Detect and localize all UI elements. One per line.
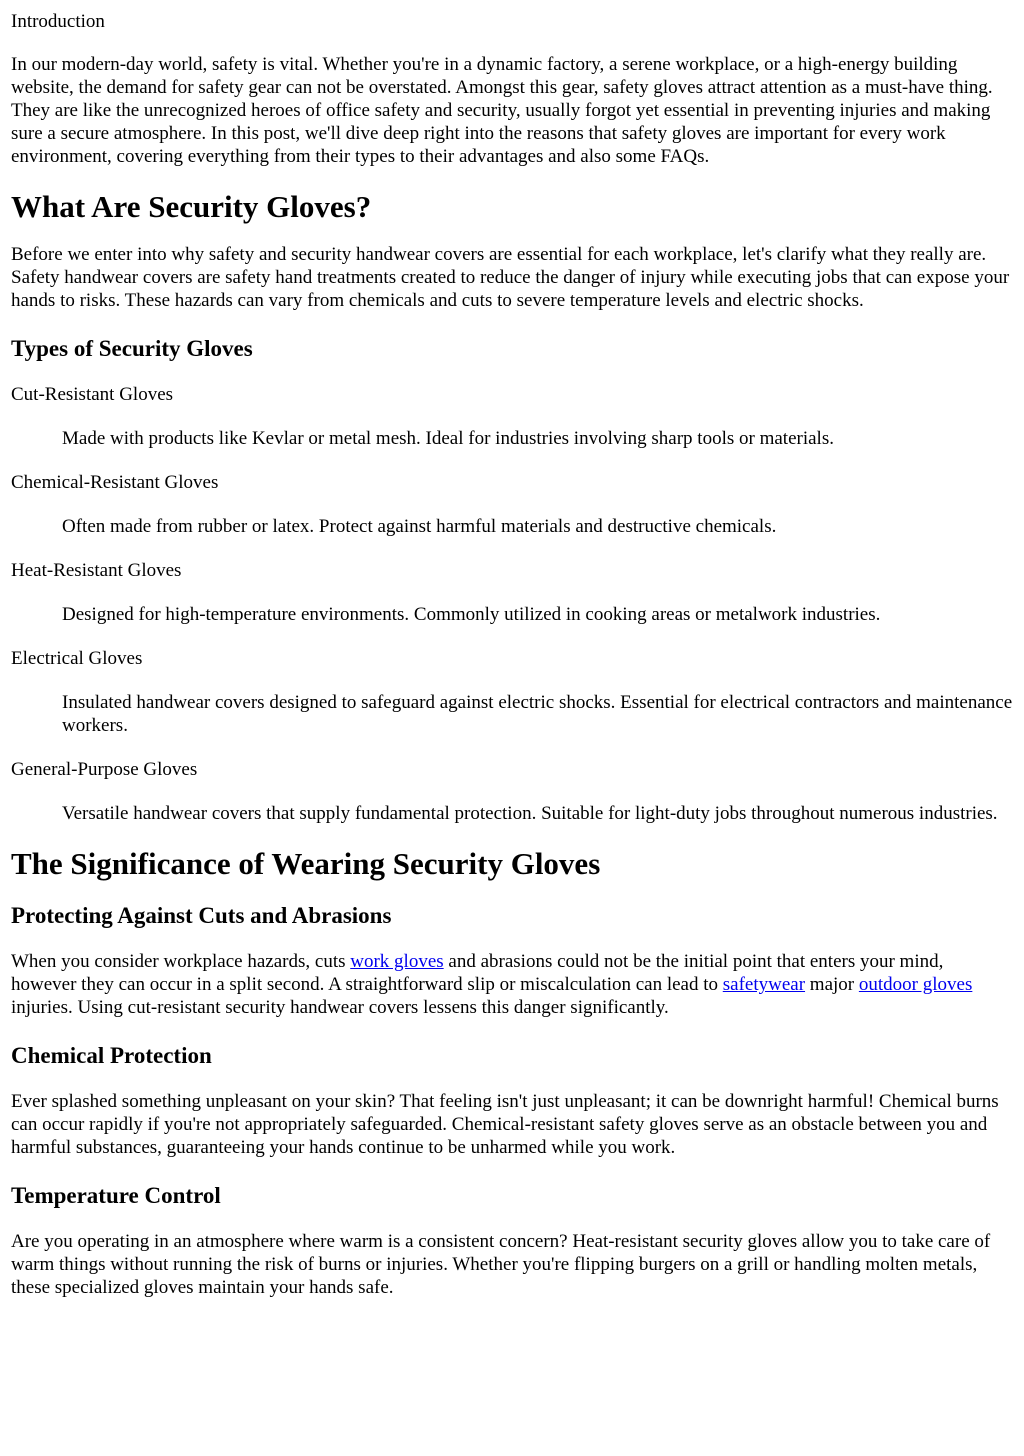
glove-type-term: General-Purpose Gloves xyxy=(11,759,198,780)
cuts-text: major xyxy=(805,974,859,995)
outdoor-gloves-link[interactable]: outdoor gloves xyxy=(858,974,973,995)
glove-type-term: Cut-Resistant Gloves xyxy=(11,384,174,405)
temperature-heading: Temperature Control xyxy=(11,1183,221,1208)
glove-type-description: Insulated handwear covers designed to safeguard against electric shocks. Essential for electrical contractors and maintenance workers. xyxy=(62,692,1013,736)
what-are-heading: What Are Security Gloves? xyxy=(11,189,372,224)
chemical-paragraph: Ever splashed something unpleasant on your skin? That feeling isn't just unpleasant; it can be downright harmful! Chemical burns can occur rapidly if you're not appropriately safeguarded. Chemical-resistant safety gloves serve as an obstacle between you and harmful substances, guaranteeing your hands continue to be unharmed while you work. xyxy=(11,1091,999,1158)
intro-label: Introduction xyxy=(11,11,105,32)
work-gloves-link[interactable]: work gloves xyxy=(350,951,444,972)
chemical-heading: Chemical Protection xyxy=(11,1043,212,1068)
safetywear-link[interactable]: safetywear xyxy=(722,974,806,995)
intro-paragraph: In our modern-day world, safety is vital. Whether you're in a dynamic factory, a serene workplace, or a high-energy building website, the demand for safety gear can not be overstated. Amongst this gear, safety gloves attract attention as a must-have thing. They are like the unrecognized heroes of office safety and security, usually forgot yet essential in preventing injuries and making sure a secure atmosphere. In this post, we'll dive deep right into the reasons that safety gloves are important for every work environment, covering everything from their types to their advantages and also some FAQs. xyxy=(11,54,993,167)
cuts-text: and abrasions could not be the initial point that enters your mind, however they can occur in a split second. A straightforward slip or miscalculation can lead to xyxy=(11,951,944,995)
cuts-paragraph xyxy=(11,950,1013,1019)
glove-types-list xyxy=(11,383,1013,825)
cuts-text: injuries. Using cut-resistant security handwear covers lessens this danger significantly. xyxy=(11,997,669,1018)
glove-type-description: Designed for high-temperature environments. Commonly utilized in cooking areas or metalwork industries. xyxy=(62,604,881,625)
temperature-paragraph: Are you operating in an atmosphere where warm is a consistent concern? Heat-resistant security gloves allow you to take care of warm things without running the risk of burns or injuries. Whether you're flipping burgers on a grill or handling molten metals, these specialized gloves maintain your hands safe. xyxy=(11,1231,991,1298)
glove-type-description: Made with products like Kevlar or metal mesh. Ideal for industries involving sharp tools or materials. xyxy=(62,428,834,449)
cuts-heading: Protecting Against Cuts and Abrasions xyxy=(11,903,392,928)
glove-type-term: Heat-Resistant Gloves xyxy=(11,560,182,581)
significance-heading: The Significance of Wearing Security Gloves xyxy=(11,846,601,881)
cuts-text: When you consider workplace hazards, cuts xyxy=(11,951,351,972)
glove-type-description: Versatile handwear covers that supply fundamental protection. Suitable for light-duty jobs throughout numerous industries. xyxy=(62,803,998,824)
glove-type-term: Chemical-Resistant Gloves xyxy=(11,472,219,493)
article xyxy=(0,10,1024,1299)
glove-type-term: Electrical Gloves xyxy=(11,648,143,669)
what-are-paragraph: Before we enter into why safety and security handwear covers are essential for each workplace, let's clarify what they really are. Safety handwear covers are safety hand treatments created to reduce the danger of injury while executing jobs that can expose your hands to risks. These hazards can vary from chemicals and cuts to severe temperature levels and electric shocks. xyxy=(11,244,1010,311)
glove-type-description: Often made from rubber or latex. Protect against harmful materials and destructive chemicals. xyxy=(62,516,777,537)
types-heading: Types of Security Gloves xyxy=(11,336,253,361)
